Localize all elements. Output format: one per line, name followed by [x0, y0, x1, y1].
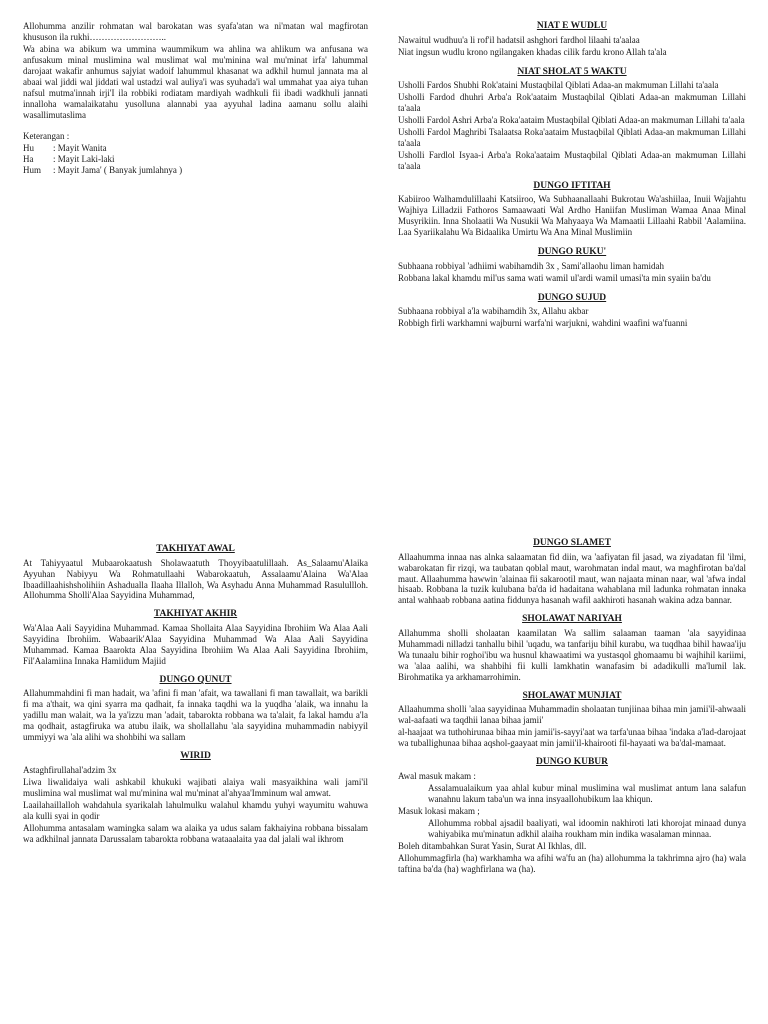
niat-wudlu-line: Nawaitul wudhuu'a li rof'il hadatsil ashghori fardhol lilaahi ta'aalaa — [398, 34, 640, 45]
kubur-heading: DUNGO KUBUR — [535, 757, 609, 768]
niat-sholat-ashar: Usholli Fardol Ashri Arba'a Roka'aataim Mustaqbilal Qiblati Adaa-an makmuman Lillahi ta'aala — [398, 115, 745, 125]
wirid-line: Liwa liwalidaiya wali ashkabil khukuki wajibati alaiya wali masyaikhina wali jami'il muslimina wal muslimat wal mu'minina wal mu'minat al'ahyaa'Imminum wal amwat. — [23, 776, 368, 798]
keterangan-key: Hu — [23, 142, 34, 153]
kubur-line: Allohummagfirla (ha) warkhamha wa afihi wa'fu an (ha) allohumma la takhrimna ajro (ha) wala taftina ba'da (ha) waghfirlana wa (ha). — [398, 852, 746, 874]
sujud-heading: DUNGO SUJUD — [537, 292, 607, 303]
keterangan-key: Ha — [23, 153, 34, 164]
qunut-heading: DUNGO QUNUT — [159, 674, 232, 685]
niat-sholat-maghrib: Usholli Fardol Maghribi Tsalaatsa Roka'aataim Mustaqbilal Qiblati Adaa-an makmuman Lillahi ta'aala — [398, 126, 746, 148]
slamet-text: Allaahumma innaa nas alnka salaamatan fid diin, wa 'aafiyatan fil jasad, wa ziyadatan fil 'ilmi, wabarokatan fir rizqi, wa taubatan qoblal maut, warohmatan indal maut, wa maghfirotan ba'dal maut. Allaahumma hawwin 'alainaa fii sakarootil maut, wan najaata minan naar, wal 'afwa indal hisaab. Robbana la tuzik kulubana ba'da id hadaitana wahablana mil ladunka rohmatan innaka antal wahhaab robbana aatina fiddunya hasanah wafil aakhiroti hasanah wakina adza bannar. — [398, 551, 746, 606]
munjiat-line: al-haajaat wa tuthohirunaa bihaa min jamii'is-sayyi'aat wa tarfa'unaa bihaa 'indaka a'lad-darojaat wa tuballighunaa bihaa aqshol-gaayaat min jamii'il-khairooti fil-hayaati wa ba'dal-mamaat. — [398, 727, 746, 749]
keterangan-row — [23, 154, 368, 165]
wirid-line: Astaghfirullahal'adzim 3x — [23, 764, 117, 775]
keterangan-key: Hum — [23, 164, 41, 175]
top-right-column — [398, 21, 746, 330]
doa-arwah-opening: Allohumma anzilir rohmatan wal barokatan was syafa'atan wa ni'matan wal magfirotan khususon ila rukhi…………………….. — [23, 21, 368, 42]
niat-sholat-dhuhur: Usholli Fardod dhuhri Arba'a Rok'aataim Mustaqbilal Qiblati Adaa-an makmuman Lillahi ta'aala — [398, 92, 746, 114]
takhiyat-akhir-heading: TAKHIYAT AKHIR — [153, 609, 238, 620]
wirid-line: Laailahaillalloh wahdahula syarikalah lahulmulku walahul khamdu yuhyi wayumitu wahuwa ala kulli syai in qodir — [23, 799, 368, 821]
iftitah-text: Kabiiroo Walhamdulillaahi Katsiiroo, Wa Subhaanallaahi Bukrotau Wa'ashiilaa, Inuii Wajjahtu Wajhiya Lilladzii Fathoros Samaawaati Wal Ardho Haniifan Musliman Wamaa Anaa Minal Musyrikiin. Inna Sholaatii Wa Nusukii Wa Mahyaaya Wa Mamaatii Lillaahi Rabbil 'Aalamiina. Laa Syariikalahu Wa Bidaalika Umirtu Wa Ana Minal Muslimiin — [398, 194, 746, 238]
sujud-line: Subhaana robbiyal a'la wabihamdih 3x, Allahu akbar — [398, 306, 589, 317]
wirid-line: Allohumma antasalam wamingka salam wa alaika ya udus salam fakhaiyina robbana bissalam wa adkhilnal jannata Darussalam tabarokta robbana wataaalaita yaa dal jalali wal ikhrom — [23, 822, 368, 844]
takhiyat-awal-heading: TAKHIYAT AWAL — [156, 544, 235, 554]
keterangan-row — [23, 165, 368, 176]
bottom-right-column — [398, 538, 746, 876]
top-left-column — [23, 21, 368, 176]
nariyah-text: Allahumma sholli sholaatan kaamilatan Wa sallim salaaman taaman 'ala sayyidinaa Muhammadi nilladzi tanhallu bihil 'uqadu, wa tanfariju bihil kurabu, wa tuqdhaa bihil hawaa'iju Wa tunaalu bihir roghoi'ibu wa husnul khawaatimi wa yustasqol ghomaamu bi wajhihil kariimi, wa 'alaa aalihi, wa shahbihi fii kulli lamkhatin wanafasim bi adadikulli ma'lumil lak. Birohmatika ya arkhamarrohimin. — [398, 628, 746, 682]
kubur-line: Boleh ditambahkan Surat Yasin, Surat Al Ikhlas, dll. — [398, 840, 587, 851]
niat-wudlu-heading: NIAT E WUDLU — [536, 21, 608, 31]
slamet-heading: DUNGO SLAMET — [533, 538, 611, 548]
kubur-line: Assalamualaikum yaa ahlal kubur minal muslimina wal muslimat antum lana salafun wanahnu lakum taba'un wa inna insyaallohubikum laa khiqun. — [428, 782, 746, 804]
ruku-line: Subhaana robbiyal 'adhiimi wabihamdih 3x , Sami'allaohu liman hamidah — [398, 260, 664, 271]
niat-sholat-isya: Usholli Fardlol Isyaa-i Arba'a Roka'aataim Mustaqbilal Qiblati Adaa-an makmuman Lillahi ta'aala — [398, 149, 746, 171]
keterangan-row — [23, 143, 368, 154]
iftitah-heading: DUNGO IFTITAH — [533, 180, 611, 191]
takhiyat-awal-text: At Tahiyyaatul Mubaarokaatush Sholawaatuth Thoyyibaatulillaah. As_Salaamu'Alaika Ayyuhan Nabiyyu Wa Rohmatullaahi Wabarokaatuh, Assalaamu'Alaina Wa'Alaa Ibaadillaahishsholihiin Ashadualla Ilaaha Illalloh, Wa Asyhadu Anna Muhammad Rasulullloh. Allohumma Sholli'Alaa Sayyidina Muhammad, — [23, 557, 368, 601]
keterangan-value: : Mayit Wanita — [53, 142, 107, 153]
niat-sholat-heading: NIAT SHOLAT 5 WAKTU — [517, 66, 627, 77]
ruku-line: Robbana lakal khamdu mil'us sama wati wamil ul'ardi wamil umasi'ta min syaiin ba'du — [398, 272, 711, 283]
niat-sholat-subuh: Usholli Fardos Shubhi Rok'ataini Mustaqbilal Qiblati Adaa-an makmuman Lillahi ta'aala — [398, 80, 719, 91]
kubur-line: Masuk lokasi makam ; — [398, 805, 480, 816]
doa-arwah-body: Wa abina wa abikum wa ummina waummikum wa ahlina wa ahlikum wa anfusana wa anfusakum minal muslimina wal muslimat wal mu'minina wal mu'minat irfa' lahummal darojaat wakafir anhumus sajyiat wadoif lahummul khasanat wa adkhil humul jannata ma al abaai wal jiddi wal jiddati wal ustadzi wal auliya'i was syuhada'i wal ummahat yaa aiya tuhan nafsul mutma'innah irji'I ila robbiki rodiatam mardiyah wadhkuli fii ibadi wadkhuli jannati innalloha wamalaikatahu yusolluna alannabi yaa ayyuhal ladina aamanu sollu alaihi wasallimutaslima — [23, 43, 368, 120]
takhiyat-akhir-text: Wa'Alaa Aali Sayyidina Muhammad. Kamaa Shollaita Alaa Sayyidina Ibrohiim Wa Alaa Aali Sayyidina Ibrohiim. Wabaarik'Alaa Sayyidina Muhammad Wa Alaa Aali Sayyidina Muhammad. Kamaa Baarokta Alaa Sayyidina Ibrohiim Wa Alaa Aali Sayyidina Ibrohiim, Fil'Aalamiina Innaka Hamiidum Majiid — [23, 623, 368, 666]
qunut-text: Allahummahdini fi man hadait, wa 'afini fi man 'afait, wa tawallani fi man tawallait, wa barikli fi ma a'thait, wa qini syarra ma qadhait, fa innaka taqdhi wa la yuqdha 'alaik, wa innahu la yadillu man walait, wa la ya'izzu man 'adait, tabarokta robbana wa ta'alait, fa lakal hamdu a'la ma qodhait, astagfiruka wa atubu ilaik, wa shollallahu 'ala sayyidina muhammadin nabiyyil ummiyyi wa 'ala alihi wa shohbihi wa sallam — [23, 688, 368, 743]
sujud-line: Robbigh firli warkhamni wajburni warfa'ni warjukni, wahdini waafini wa'fuanni — [398, 318, 688, 329]
wirid-heading: WIRID — [180, 751, 211, 762]
nariyah-heading: SHOLAWAT NARIYAH — [522, 614, 622, 625]
keterangan-value: : Mayit Laki-laki — [53, 153, 115, 164]
bottom-left-column — [23, 544, 368, 846]
munjiat-line: Allaahumma sholli 'alaa sayyidinaa Muhammadin sholaatan tunjiinaa bihaa min jamii'il-ahwaali wal-aafaati wa taqdhii lanaa bihaa jamii' — [398, 704, 746, 726]
kubur-line: Awal masuk makam : — [398, 770, 476, 781]
ruku-heading: DUNGO RUKU' — [537, 247, 607, 258]
niat-wudlu-line: Niat ingsun wudlu krono ngilangaken khadas cilik fardu krono Allah ta'ala — [398, 46, 667, 57]
munjiat-heading: SHOLAWAT MUNJIAT — [522, 690, 622, 701]
kubur-line: Allohumma robbal ajsadil baaliyati, wal idoomin nakhiroti lati khorojat minaad dunya wahiyabika mu'minatun adkhil alaiha roukham min indika wasalaman minnaa. — [428, 817, 746, 839]
keterangan-title: Keterangan : — [23, 130, 70, 141]
keterangan-value: : Mayit Jama' ( Banyak jumlahnya ) — [53, 164, 183, 175]
